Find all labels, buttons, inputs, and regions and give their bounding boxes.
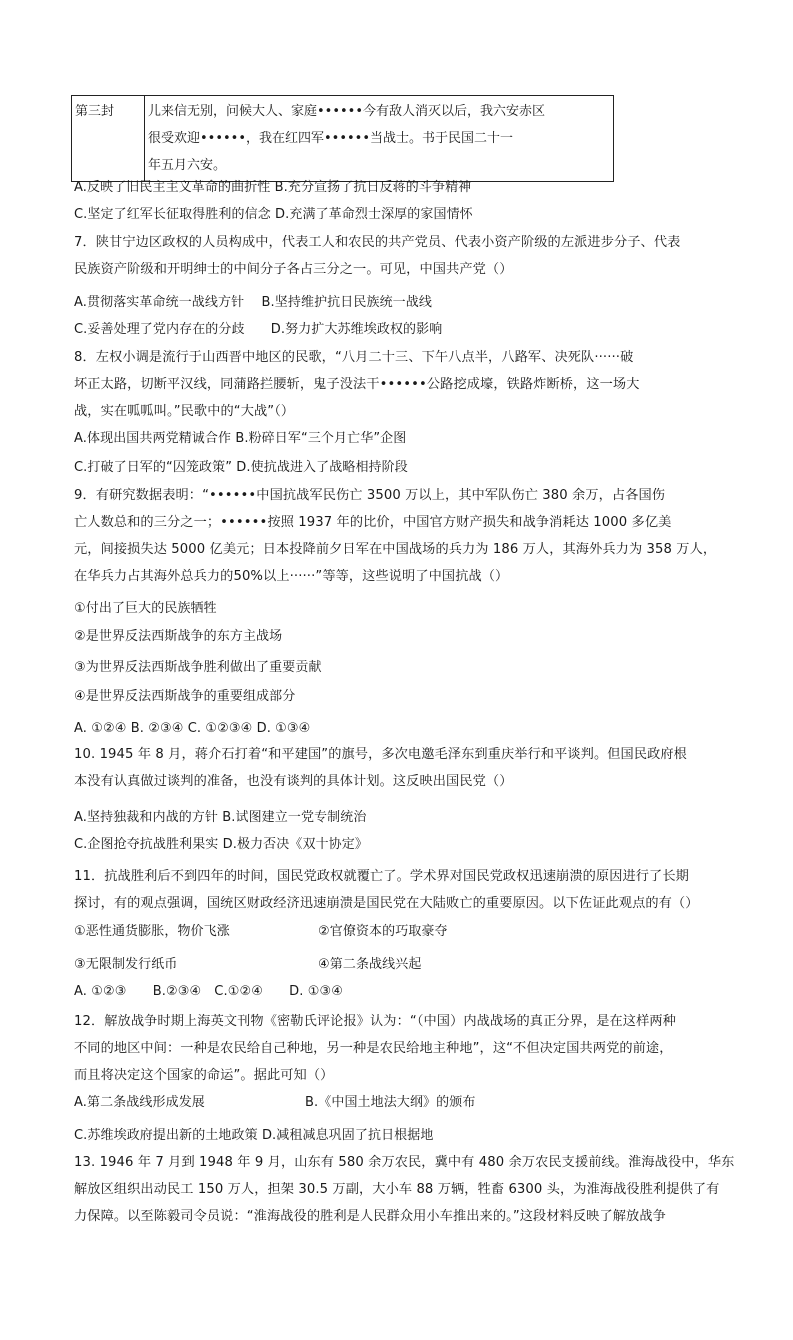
q11-item: ③无限制发行纸币: [74, 957, 178, 972]
q11-options: A. ①②③ B.②③④ C.①②④ D. ①③④: [74, 984, 344, 999]
q7-options-cd: C.妥善处理了党内存在的分歧 D.努力扩大苏维埃政权的影响: [74, 322, 443, 337]
q12-stem: 12．解放战争时期上海英文刊物《密勒氏评论报》认为：“（中国）内战战场的真正分界，是在这样两种: [74, 1014, 676, 1029]
letter-content: [145, 96, 614, 182]
q7-stem: 7．陕甘宁边区政权的人员构成中，代表工人和农民的共产党员、代表小资产阶级的左派进步分子、代表: [74, 235, 681, 250]
q13-stem: 解放区组织出动民工 150 万人，担架 30.5 万副，大小车 88 万辆，牲畜 6300 头，为淮海战役胜利提供了有: [74, 1182, 720, 1197]
q8-stem: 战，实在呱呱叫。”民歌中的“大战”（）: [74, 404, 295, 419]
q12-stem: 不同的地区中间：一种是农民给自己种地，另一种是农民给地主种地”，这“不但决定国共两党的前途，: [74, 1041, 673, 1056]
q8-options-cd: C.打破了日军的“囚笼政策” D.使抗战进入了战略相持阶段: [74, 460, 408, 475]
q6-options-ab: A.反映了旧民主主义革命的曲折性 B.充分宣扬了抗日反蒋的斗争精神: [74, 180, 472, 195]
letter-line: 儿来信无别，问候大人、家庭••••••今有敌人消灭以后，我六安赤区: [148, 104, 546, 119]
q9-item: ④是世界反法西斯战争的重要组成部分: [74, 689, 296, 704]
q9-stem: 亡人数总和的三分之一；••••••按照 1937 年的比价，中国官方财产损失和战争消耗达 1000 多亿美: [74, 515, 672, 530]
q7-options-ab: A.贯彻落实革命统一战线方针 B.坚持维护抗日民族统一战线: [74, 295, 432, 310]
q9-stem: 元，间接损失达 5000 亿美元；日本投降前夕日军在中国战场的兵力为 186 万人，其海外兵力为 358 万人，: [74, 542, 717, 557]
q9-stem: 在华兵力占其海外总兵力的50%以上······”等等，这些说明了中国抗战（）: [74, 569, 509, 584]
q13-stem: 13. 1946 年 7 月到 1948 年 9 月，山东有 580 余万农民，冀中有 480 余万农民支援前线。淮海战役中，华东: [74, 1155, 735, 1170]
q11-item: ④第二条战线兴起: [318, 957, 422, 972]
letter-line: 很受欢迎••••••，我在红四军••••••当战士。书于民国二十一: [148, 131, 514, 146]
q9-item: ③为世界反法西斯战争胜利做出了重要贡献: [74, 660, 322, 675]
q9-item: ①付出了巨大的民族牺牲: [74, 601, 217, 616]
q7-stem: 民族资产阶级和开明绅士的中间分子各占三分之一。可见，中国共产党（）: [74, 262, 513, 277]
q11-item: ①恶性通货膨胀，物价飞涨: [74, 924, 230, 939]
q12-options-cd: C.苏维埃政府提出新的土地政策 D.减租减息巩固了抗日根据地: [74, 1128, 434, 1143]
q13-stem: 力保障。以至陈毅司令员说：“淮海战役的胜利是人民群众用小车推出来的。”这段材料反映了解放战争: [74, 1209, 666, 1224]
q6-options-cd: C.坚定了红军长征取得胜利的信念 D.充满了革命烈士深厚的家国情怀: [74, 207, 473, 222]
q10-options-cd: C.企图抢夺抗战胜利果实 D.极力否决《双十协定》: [74, 837, 368, 852]
q8-stem: 8．左权小调是流行于山西晋中地区的民歌，“八月二十三、下午八点半，八路军、决死队······破: [74, 350, 634, 365]
q10-stem: 10. 1945 年 8 月，蒋介石打着“和平建国”的旗号，多次电邀毛泽东到重庆举行和平谈判。但国民政府根: [74, 747, 687, 762]
q12-option-a: A.第二条战线形成发展: [74, 1095, 205, 1110]
q9-item: ②是世界反法西斯战争的东方主战场: [74, 629, 283, 644]
q12-stem: 而且将决定这个国家的命运”。据此可知（）: [74, 1068, 334, 1083]
letter-line: 年五月六安。: [148, 158, 227, 173]
q11-stem: 探讨，有的观点强调，国统区财政经济迅速崩溃是国民党在大陆败亡的重要原因。以下佐证此观点的有（）: [74, 896, 699, 911]
letter-table: [71, 95, 614, 182]
q9-options: A. ①②④ B. ②③④ C. ①②③④ D. ①③④: [74, 721, 311, 736]
q12-option-b: B.《中国土地法大纲》的颁布: [305, 1095, 476, 1110]
q11-stem: 11．抗战胜利后不到四年的时间，国民党政权就覆亡了。学术界对国民党政权迅速崩溃的原因进行了长期: [74, 869, 689, 884]
q9-stem: 9．有研究数据表明：“••••••中国抗战军民伤亡 3500 万以上，其中军队伤亡 380 余万，占各国伤: [74, 488, 666, 503]
letter-label: 第三封: [72, 96, 145, 182]
q10-stem: 本没有认真做过谈判的准备，也没有谈判的具体计划。这反映出国民党（）: [74, 774, 513, 789]
q11-item: ②官僚资本的巧取豪夺: [318, 924, 448, 939]
q8-options-ab: A.体现出国共两党精诚合作 B.粉碎日军“三个月亡华”企图: [74, 431, 407, 446]
q10-options-ab: A.坚持独裁和内战的方针 B.试图建立一党专制统治: [74, 810, 367, 825]
q8-stem: 坏正太路，切断平汉线，同蒲路拦腰斩，鬼子没法干••••••公路挖成壕，铁路炸断桥，这一场大: [74, 377, 640, 392]
